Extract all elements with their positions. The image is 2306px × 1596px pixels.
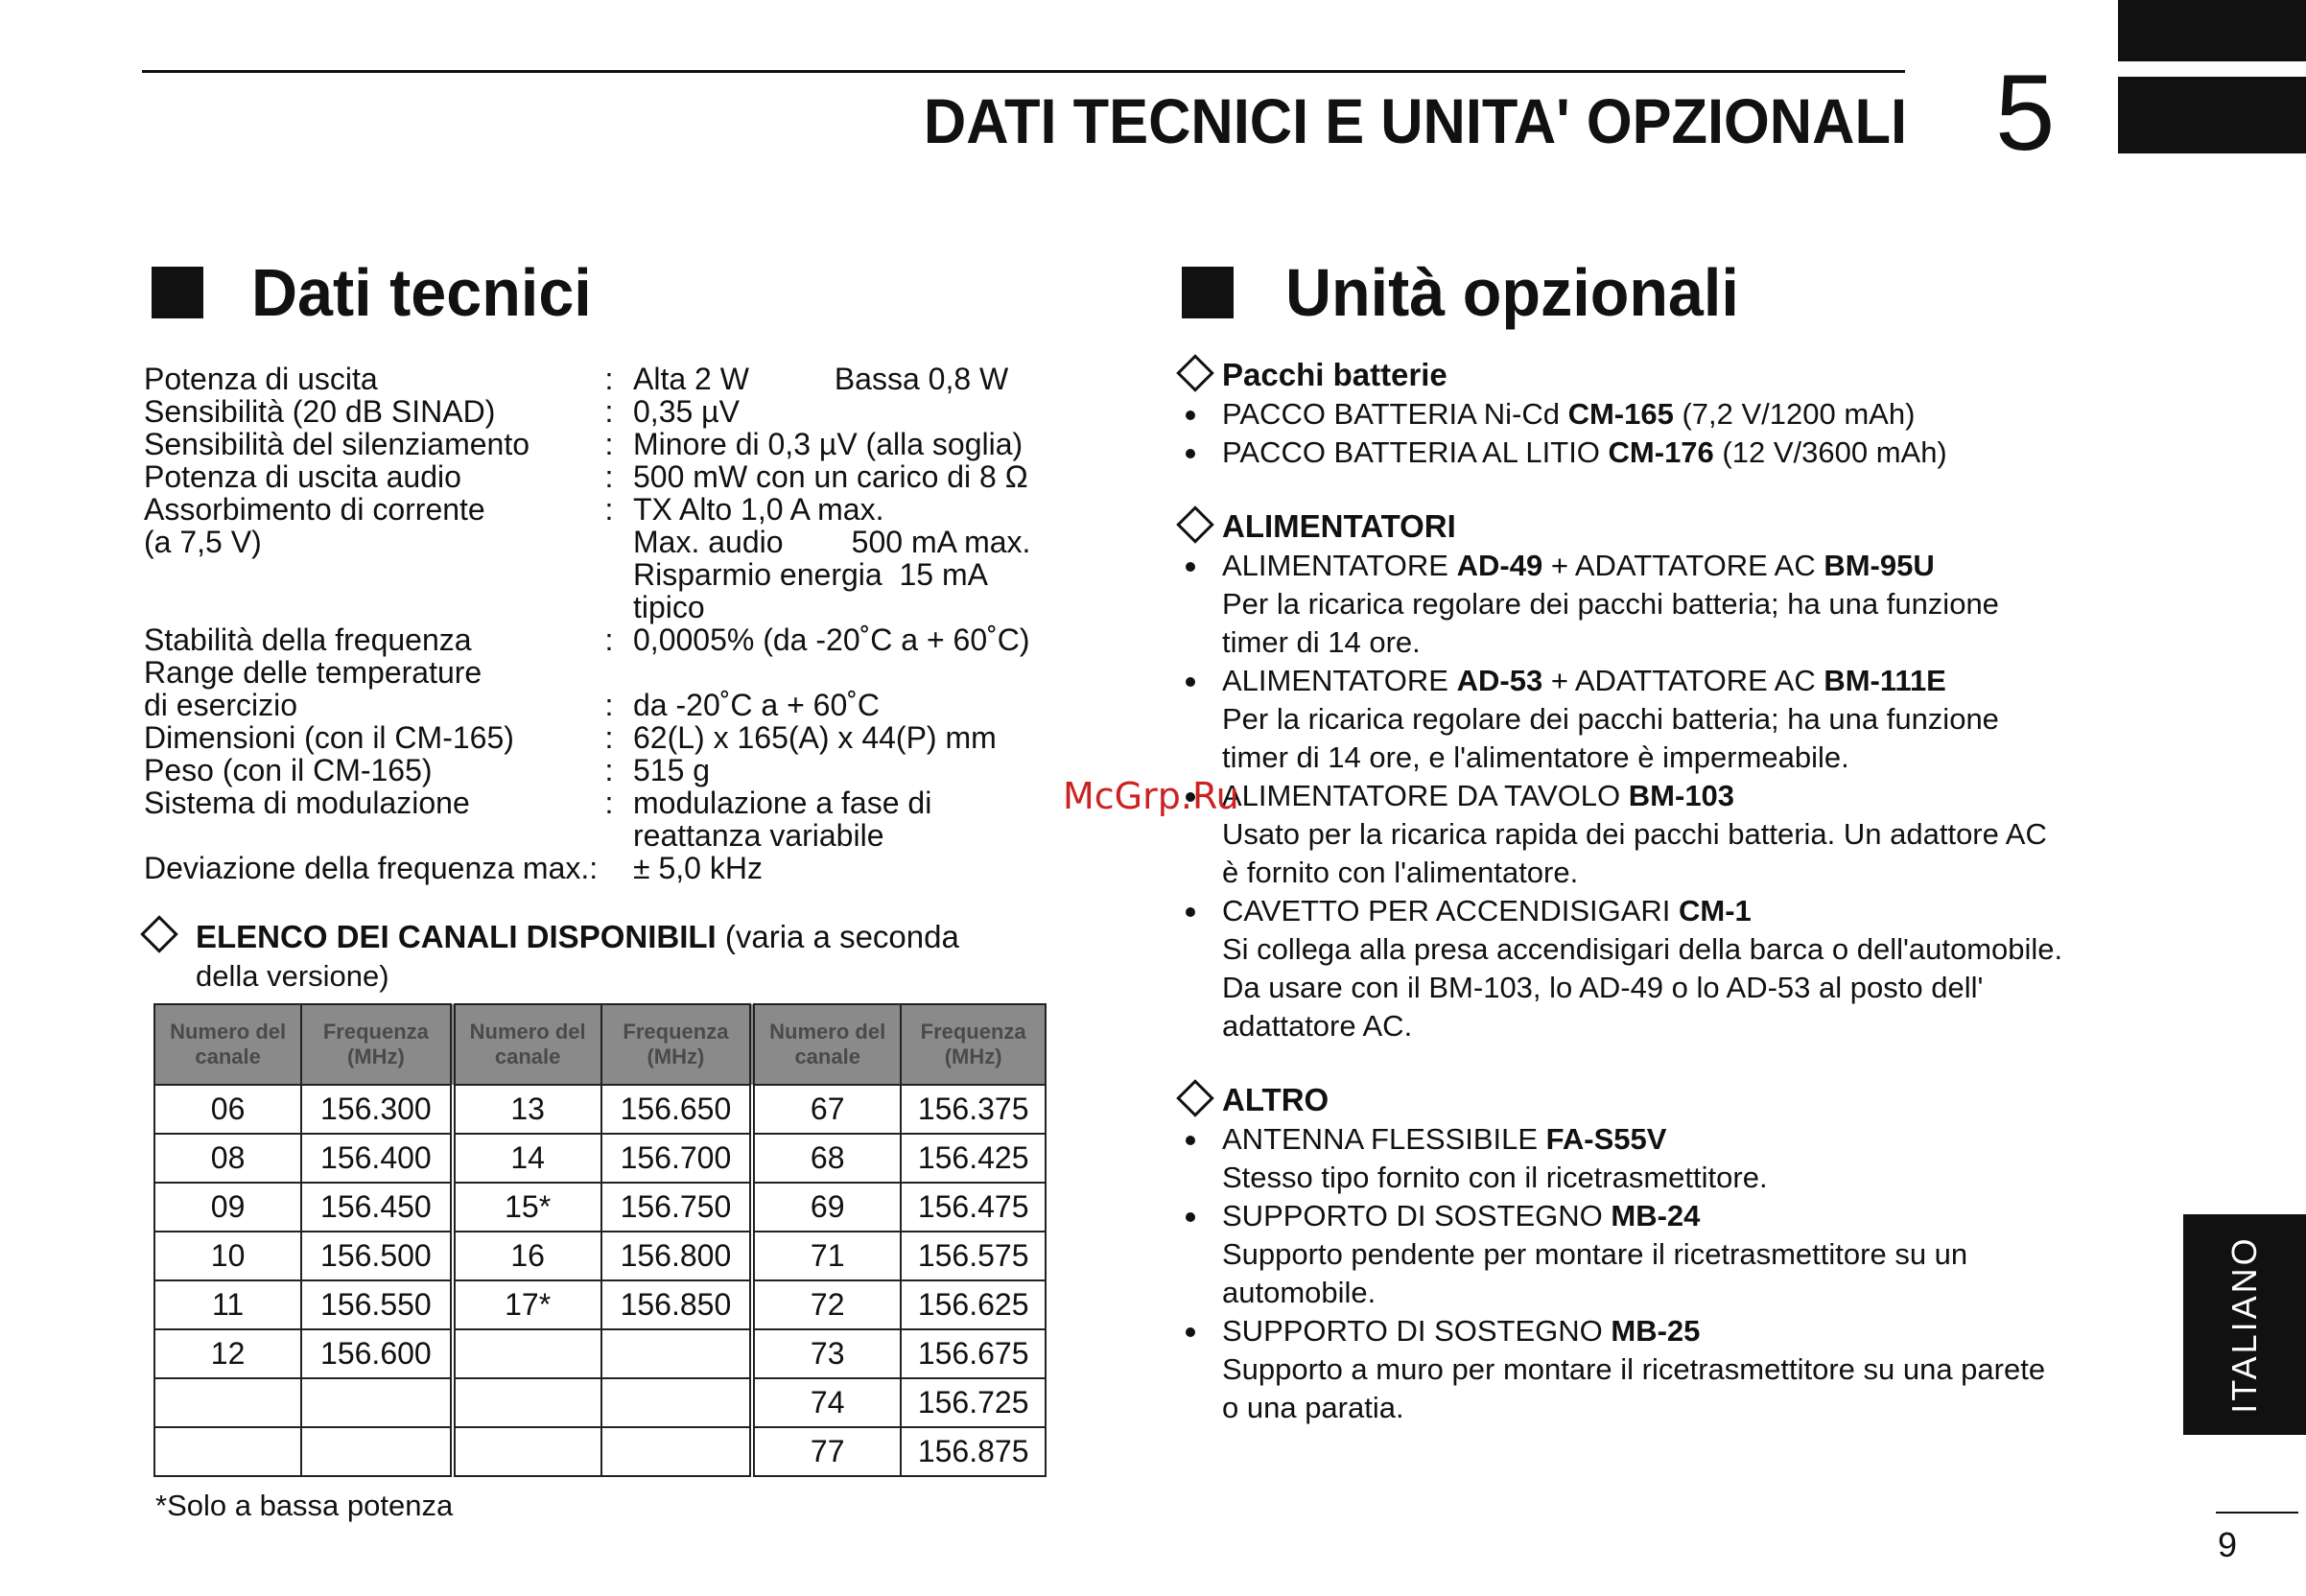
option-model: CM-165 xyxy=(1567,397,1674,431)
spec-label xyxy=(144,819,585,852)
option-name: ALIMENTATORE xyxy=(1222,549,1457,582)
option-model: CM-176 xyxy=(1608,435,1714,469)
table-cell xyxy=(453,1378,601,1427)
option-description: Stesso tipo fornito con il ricetrasmettitore. xyxy=(1222,1161,1768,1194)
section-square-icon xyxy=(152,267,203,318)
table-cell: 156.750 xyxy=(601,1183,752,1232)
spec-label: Sensibilità del silenziamento xyxy=(144,427,529,461)
battery-heading: Pacchi batterie xyxy=(1222,357,1447,392)
spec-value: tipico xyxy=(633,590,705,624)
spec-row xyxy=(144,363,1103,395)
option-spec: (7,2 V/1200 mAh) xyxy=(1673,397,1916,431)
option-item xyxy=(1186,892,2145,1045)
spec-value: 0,0005% (da -20˚C a + 60˚C) xyxy=(633,622,1030,657)
spec-colon: : xyxy=(604,688,614,722)
spec-value: Risparmio energia 15 mA xyxy=(633,557,988,592)
option-description: Supporto pendente per montare il ricetrasmettitore su un automobile. xyxy=(1222,1237,1968,1309)
spec-row xyxy=(144,558,1103,591)
option-model: MB-24 xyxy=(1611,1199,1701,1232)
table-cell: 156.800 xyxy=(601,1232,752,1280)
spec-row xyxy=(144,819,1103,852)
spec-row xyxy=(144,428,1103,460)
spec-row xyxy=(144,395,1103,428)
table-row xyxy=(154,1378,1046,1427)
table-cell: 156.625 xyxy=(901,1280,1046,1329)
table-cell: 71 xyxy=(752,1232,901,1280)
table-cell: 08 xyxy=(154,1134,301,1183)
bullet-icon xyxy=(1186,1212,1195,1222)
chapter-number: 5 xyxy=(1995,53,2056,173)
table-column-header: Frequenza (MHz) xyxy=(301,1004,452,1085)
table-cell: 156.300 xyxy=(301,1085,452,1134)
option-model: AD-49 xyxy=(1456,549,1543,582)
table-cell xyxy=(154,1378,301,1427)
option-name: SUPPORTO DI SOSTEGNO xyxy=(1222,1314,1612,1348)
option-model: MB-25 xyxy=(1611,1314,1701,1348)
table-footnote: *Solo a bassa potenza xyxy=(155,1489,454,1522)
table-cell: 10 xyxy=(154,1232,301,1280)
channel-table xyxy=(153,1003,1047,1477)
option-name-mid: + ADATTATORE AC xyxy=(1542,664,1824,697)
spec-list xyxy=(144,363,1103,884)
spec-row xyxy=(144,786,1103,819)
table-cell: 72 xyxy=(752,1280,901,1329)
specs-heading: Dati tecnici xyxy=(251,255,592,330)
spec-row xyxy=(144,656,1103,689)
table-cell xyxy=(601,1329,752,1378)
spec-row xyxy=(144,689,1103,721)
table-column-header: Numero del canale xyxy=(752,1004,901,1085)
option-title xyxy=(1222,777,2145,815)
table-cell: 156.500 xyxy=(301,1232,452,1280)
margin-bar-top xyxy=(2118,0,2306,61)
table-column-header: Numero del canale xyxy=(453,1004,601,1085)
option-item xyxy=(1186,547,2145,662)
option-spec: (12 V/3600 mAh) xyxy=(1713,435,1947,469)
option-name-mid: + ADATTATORE AC xyxy=(1542,549,1824,582)
spec-row xyxy=(144,526,1103,558)
option-name: PACCO BATTERIA Ni-Cd xyxy=(1222,397,1568,431)
option-item xyxy=(1186,1312,2145,1427)
spec-value: Minore di 0,3 µV (alla soglia) xyxy=(633,427,1024,461)
table-cell: 14 xyxy=(453,1134,601,1183)
spec-value: modulazione a fase di xyxy=(633,786,932,820)
table-cell: 73 xyxy=(752,1329,901,1378)
table-cell: 16 xyxy=(453,1232,601,1280)
option-model: AD-53 xyxy=(1456,664,1543,697)
table-cell xyxy=(301,1378,452,1427)
spec-row xyxy=(144,754,1103,786)
spec-row xyxy=(144,623,1103,656)
chapter-title: DATI TECNICI E UNITA' OPZIONALI xyxy=(923,85,1908,156)
spec-value: 62(L) x 165(A) x 44(P) mm xyxy=(633,720,997,755)
table-column-header: Numero del canale xyxy=(154,1004,301,1085)
table-cell: 156.450 xyxy=(301,1183,452,1232)
table-cell: 156.675 xyxy=(901,1329,1046,1378)
spec-colon: : xyxy=(604,362,614,396)
option-name: CAVETTO PER ACCENDISIGARI xyxy=(1222,894,1680,927)
table-column-header: Frequenza (MHz) xyxy=(901,1004,1046,1085)
spec-label: Sistema di modulazione xyxy=(144,786,470,820)
table-cell: 156.550 xyxy=(301,1280,452,1329)
spec-value: Max. audio 500 mA max. xyxy=(633,525,1031,559)
table-cell: 13 xyxy=(453,1085,601,1134)
section-square-icon xyxy=(1182,267,1234,318)
table-row xyxy=(154,1232,1046,1280)
spec-colon xyxy=(585,591,633,623)
spec-value: ± 5,0 kHz xyxy=(633,851,763,885)
options-heading: Unità opzionali xyxy=(1285,255,1739,330)
option-name: PACCO BATTERIA AL LITIO xyxy=(1222,435,1609,469)
spec-colon: : xyxy=(604,427,614,461)
option-model: FA-S55V xyxy=(1545,1122,1667,1156)
table-row xyxy=(154,1329,1046,1378)
option-title xyxy=(1222,662,2145,700)
spec-label: Potenza di uscita audio xyxy=(144,459,461,494)
option-item xyxy=(1186,434,2145,472)
table-cell: 68 xyxy=(752,1134,901,1183)
table-cell xyxy=(453,1329,601,1378)
other-heading: ALTRO xyxy=(1222,1082,1329,1117)
table-cell: 156.375 xyxy=(901,1085,1046,1134)
spec-label: Peso (con il CM-165) xyxy=(144,753,433,787)
option-item xyxy=(1186,662,2145,777)
spec-value: TX Alto 1,0 A max. xyxy=(633,492,884,527)
spec-colon: : xyxy=(604,394,614,429)
spec-row xyxy=(144,721,1103,754)
spec-colon xyxy=(585,852,633,884)
spec-value xyxy=(633,656,1103,689)
table-row xyxy=(154,1183,1046,1232)
option-name: ALIMENTATORE xyxy=(1222,664,1457,697)
option-title xyxy=(1222,395,2145,434)
channel-heading-rest: (varia a seconda xyxy=(716,919,959,954)
channel-heading-bold: ELENCO DEI CANALI DISPONIBILI xyxy=(196,919,717,954)
spec-colon xyxy=(585,526,633,558)
page-number-rule xyxy=(2216,1512,2298,1514)
spec-label: di esercizio xyxy=(144,688,298,722)
spec-row xyxy=(144,493,1103,526)
table-cell xyxy=(601,1378,752,1427)
table-cell: 17* xyxy=(453,1280,601,1329)
spec-row xyxy=(144,460,1103,493)
spec-value: reattanza variabile xyxy=(633,818,884,853)
spec-label xyxy=(144,558,585,591)
option-title xyxy=(1222,1120,2145,1159)
option-description: Per la ricarica regolare dei pacchi batteria; ha una funzione timer di 14 ore, e l'alimentatore è impermeabile. xyxy=(1222,702,1999,774)
option-name: ANTENNA FLESSIBILE xyxy=(1222,1122,1546,1156)
table-cell: 156.875 xyxy=(901,1427,1046,1476)
table-cell: 156.700 xyxy=(601,1134,752,1183)
option-title xyxy=(1222,434,2145,472)
watermark-text: McGrp.Ru xyxy=(1063,775,1239,817)
table-row xyxy=(154,1134,1046,1183)
spec-colon: : xyxy=(604,753,614,787)
table-header-row xyxy=(154,1004,1046,1085)
table-cell xyxy=(154,1427,301,1476)
option-item xyxy=(1186,395,2145,434)
option-model-2: BM-111E xyxy=(1824,664,1946,697)
spec-label: Stabilità della frequenza xyxy=(144,622,472,657)
option-item xyxy=(1186,777,2145,892)
spec-value: da -20˚C a + 60˚C xyxy=(633,688,881,722)
option-model: BM-103 xyxy=(1628,779,1735,812)
language-tab xyxy=(2183,1214,2306,1435)
page-number: 9 xyxy=(2218,1525,2238,1564)
table-column-header: Frequenza (MHz) xyxy=(601,1004,752,1085)
table-cell: 09 xyxy=(154,1183,301,1232)
diamond-icon xyxy=(1182,1085,1209,1116)
option-item xyxy=(1186,1197,2145,1312)
bullet-icon xyxy=(1186,411,1195,420)
table-cell xyxy=(453,1427,601,1476)
language-label: ITALIANO xyxy=(2224,1235,2264,1414)
spec-label: (a 7,5 V) xyxy=(144,525,262,559)
spec-colon: : xyxy=(604,786,614,820)
option-title xyxy=(1222,1197,2145,1235)
spec-row xyxy=(144,591,1103,623)
table-cell: 12 xyxy=(154,1329,301,1378)
spec-colon xyxy=(585,819,633,852)
spec-colon xyxy=(585,656,633,689)
table-cell: 156.725 xyxy=(901,1378,1046,1427)
table-cell: 156.575 xyxy=(901,1232,1046,1280)
channel-list-heading xyxy=(196,919,959,955)
bullet-icon xyxy=(1186,907,1195,917)
table-cell: 15* xyxy=(453,1183,601,1232)
spec-colon: : xyxy=(604,459,614,494)
margin-bar-bottom xyxy=(2118,77,2306,153)
spec-label xyxy=(144,591,585,623)
spec-value: Alta 2 W Bassa 0,8 W xyxy=(633,362,1009,396)
option-description: Si collega alla presa accendisigari della barca o dell'automobile. Da usare con il BM-103, lo AD-49 o lo AD-53 al posto dell' adattatore AC. xyxy=(1222,932,2063,1043)
table-cell: 156.400 xyxy=(301,1134,452,1183)
diamond-icon xyxy=(146,921,173,952)
spec-colon: : xyxy=(604,720,614,755)
channel-heading-line2: della versione) xyxy=(196,959,389,993)
option-name: SUPPORTO DI SOSTEGNO xyxy=(1222,1199,1612,1232)
diamond-icon xyxy=(1182,511,1209,543)
table-cell: 156.600 xyxy=(301,1329,452,1378)
spec-label: Assorbimento di corrente xyxy=(144,492,485,527)
table-cell: 156.425 xyxy=(901,1134,1046,1183)
table-cell: 156.650 xyxy=(601,1085,752,1134)
table-row xyxy=(154,1280,1046,1329)
table-cell: 156.850 xyxy=(601,1280,752,1329)
option-title xyxy=(1222,892,2145,930)
spec-value: 0,35 µV xyxy=(633,394,740,429)
spec-value: 500 mW con un carico di 8 Ω xyxy=(633,459,1028,494)
option-description: Usato per la ricarica rapida dei pacchi batteria. Un adattore AC è fornito con l'alimentatore. xyxy=(1222,817,2047,889)
table-cell: 69 xyxy=(752,1183,901,1232)
table-cell xyxy=(601,1427,752,1476)
table-cell: 74 xyxy=(752,1378,901,1427)
spec-label: Sensibilità (20 dB SINAD) xyxy=(144,394,496,429)
spec-colon: : xyxy=(604,622,614,657)
chargers-heading: ALIMENTATORI xyxy=(1222,508,1456,544)
table-cell: 06 xyxy=(154,1085,301,1134)
option-model-2: BM-95U xyxy=(1824,549,1935,582)
option-description: Supporto a muro per montare il ricetrasmettitore su una parete o una paratia. xyxy=(1222,1352,2046,1424)
table-cell: 11 xyxy=(154,1280,301,1329)
bullet-icon xyxy=(1186,449,1195,458)
table-cell: 67 xyxy=(752,1085,901,1134)
bullet-icon xyxy=(1186,1136,1195,1145)
bullet-icon xyxy=(1186,1327,1195,1337)
bullet-icon xyxy=(1186,562,1195,572)
table-cell xyxy=(301,1427,452,1476)
spec-value: 515 g xyxy=(633,753,711,787)
spec-label: Deviazione della frequenza max.: xyxy=(144,851,599,885)
option-item xyxy=(1186,1120,2145,1197)
spec-label: Potenza di uscita xyxy=(144,362,378,396)
header-rule xyxy=(142,70,1905,73)
spec-colon xyxy=(585,558,633,591)
spec-label: Range delle temperature xyxy=(144,655,482,690)
option-description: Per la ricarica regolare dei pacchi batteria; ha una funzione timer di 14 ore. xyxy=(1222,587,1999,659)
table-cell: 156.475 xyxy=(901,1183,1046,1232)
table-row xyxy=(154,1085,1046,1134)
table-row xyxy=(154,1427,1046,1476)
option-name: ALIMENTATORE DA TAVOLO xyxy=(1222,779,1629,812)
option-title xyxy=(1222,1312,2145,1350)
option-model: CM-1 xyxy=(1679,894,1752,927)
bullet-icon xyxy=(1186,677,1195,687)
spec-label: Dimensioni (con il CM-165) xyxy=(144,720,514,755)
spec-row xyxy=(144,852,1103,884)
diamond-icon xyxy=(1182,360,1209,391)
option-title xyxy=(1222,547,2145,585)
spec-colon: : xyxy=(604,492,614,527)
table-cell: 77 xyxy=(752,1427,901,1476)
